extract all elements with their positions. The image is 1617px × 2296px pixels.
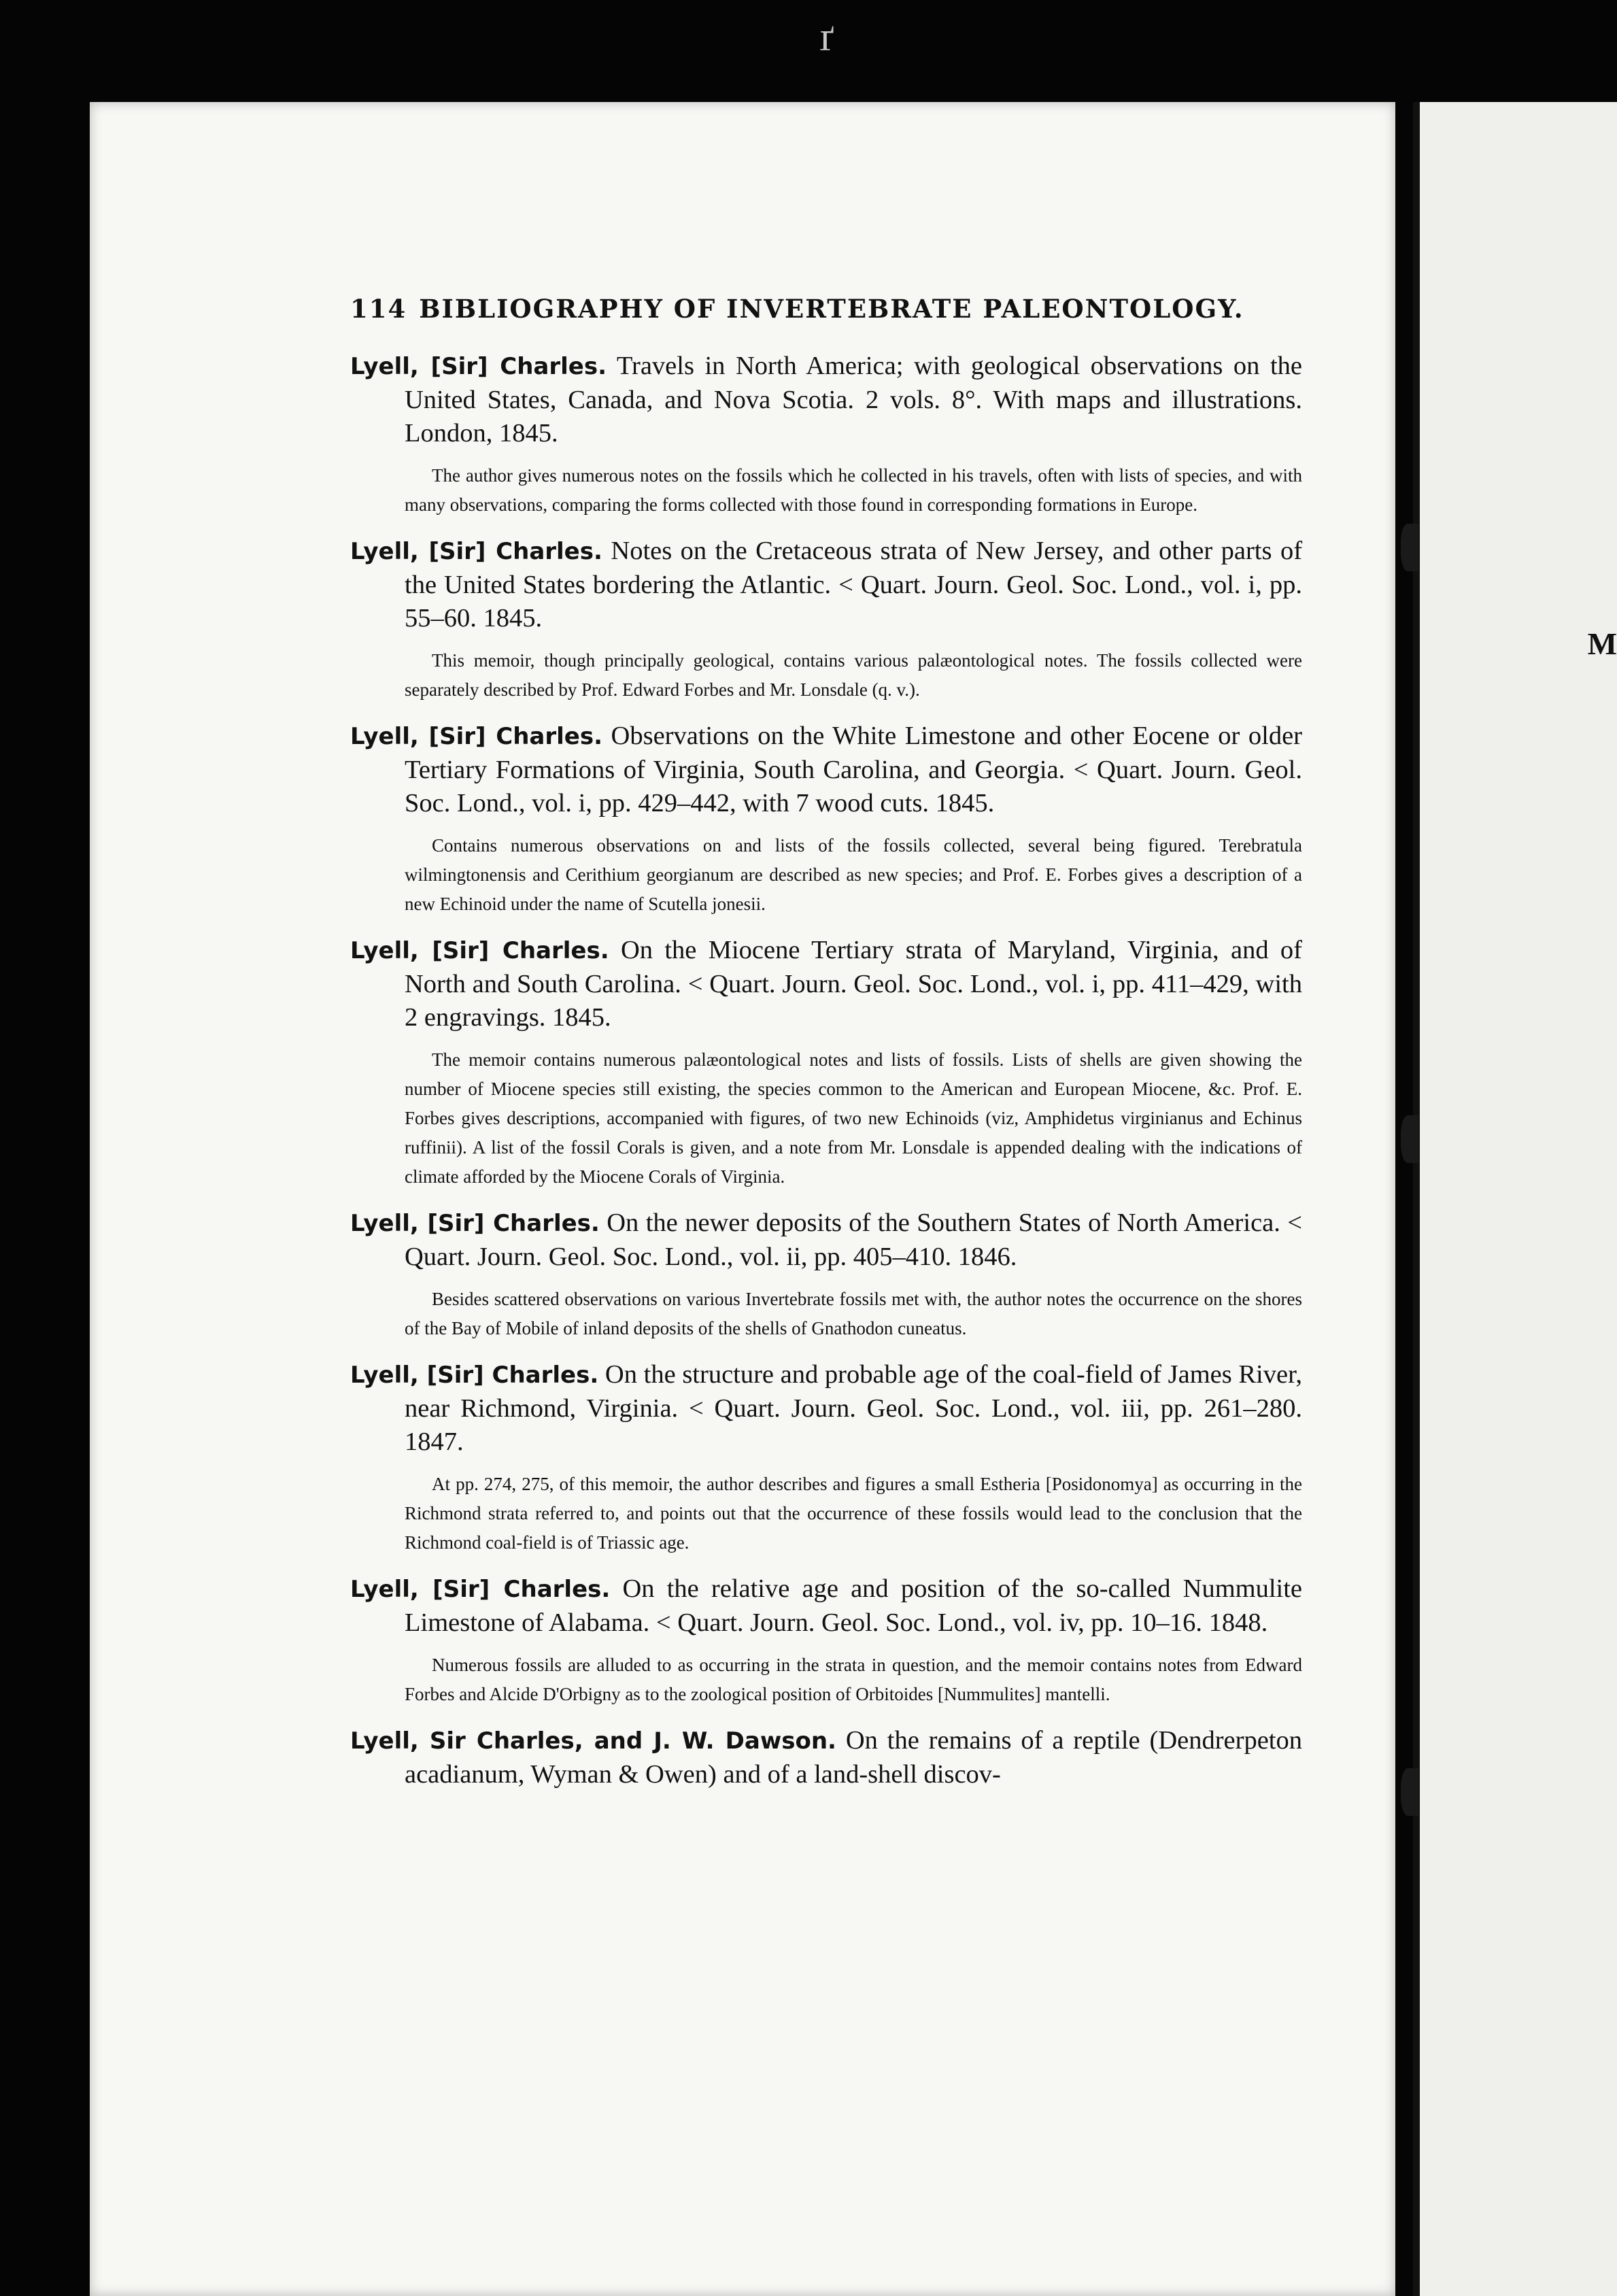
entry-text: [350, 1724, 1302, 1791]
binding-mark-bottom: [1401, 1768, 1418, 1816]
entry-author: Lyell, [Sir] Charles.: [350, 723, 603, 750]
binding-mark-middle: [1401, 1115, 1418, 1163]
entry-note: Contains numerous observations on and lists of the fossils collected, several being figured. Terebratula wilmingtonensis and Cerithium georgianum are described as new species; and Prof. E. Forbes gives a description of a new Echinoid under the name of Scutella jonesii.: [405, 835, 1302, 914]
bibliography-entry: [350, 1724, 1302, 1791]
entry-author: Lyell, [Sir] Charles.: [350, 1362, 599, 1389]
bibliography-entry: [350, 350, 1302, 520]
running-head-title: BIBLIOGRAPHY OF INVERTEBRATE PALEONTOLOGY.: [419, 294, 1244, 324]
entry-author: Lyell, [Sir] Charles.: [350, 1210, 600, 1237]
entry-author: Lyell, [Sir] Charles.: [350, 353, 607, 380]
bibliography-entry: [350, 934, 1302, 1192]
entry-citation: On the relative age and position of the so-called Nummulite Limestone of Alabama. < Quart. Journ. Geol. Soc. Lond., vol. iv, pp. 10–16. 1848.: [405, 1574, 1303, 1637]
entry-note: This memoir, though principally geological, contains various palæontological notes. The fossils collected were separately described by Prof. Edward Forbes and Mr. Lonsdale (q. v.).: [405, 650, 1302, 700]
entry-citation: On the newer deposits of the Southern States of North America. < Quart. Journ. Geol. Soc. Lond., vol. ii, pp. 405–410. 1846.: [405, 1209, 1303, 1271]
entry-citation: Observations on the White Limestone and other Eocene or older Tertiary Formations of Virginia, South Carolina, and Georgia. < Quart. Journ. Geol. Soc. Lond., vol. i, pp. 429–442, with 7 wood cuts. 1845.: [405, 722, 1303, 817]
bibliography-entry: [350, 535, 1302, 705]
entry-text: [350, 535, 1302, 635]
entry-text: [350, 934, 1302, 1034]
scan-mark: ґ: [819, 14, 834, 59]
bibliography-entry: [350, 1206, 1302, 1343]
entry-citation: On the remains of a reptile (Dendrerpeton acadianum, Wyman & Owen) and of a land-shell discov-: [405, 1726, 1302, 1789]
entry-text: [350, 1358, 1302, 1459]
entry-note: Besides scattered observations on various Invertebrate fossils met with, the author notes the occurrence on the shores of the Bay of Mobile of inland deposits of the shells of Gnathodon cuneatus.: [405, 1289, 1302, 1338]
entry-note: The author gives numerous notes on the fossils which he collected in his travels, often with lists of species, and with many observations, comparing the forms collected with those found in corresponding formations in Europe.: [405, 465, 1302, 515]
entry-author: Lyell, [Sir] Charles.: [350, 1576, 611, 1603]
bibliography-entry: [350, 1358, 1302, 1557]
running-head: [350, 294, 1302, 324]
page-number: 114: [350, 294, 407, 324]
facing-page-edge: [1413, 102, 1617, 2296]
entry-note: Numerous fossils are alluded to as occurring in the strata in question, and the memoir contains notes from Edward Forbes and Alcide D'Orbigny as to the zoological position of Orbitoides [Nummulites] mantelli.: [405, 1655, 1302, 1704]
entry-author: Lyell, [Sir] Charles.: [350, 937, 609, 964]
entry-note: At pp. 274, 275, of this memoir, the author describes and figures a small Estheria [Posidonomya] as occurring in the Richmond strata referred to, and points out that the occurrence of these fossils would lead to the conclusion that the Richmond coal-field is of Triassic age.: [405, 1474, 1302, 1553]
entry-citation: On the structure and probable age of the coal-field of James River, near Richmond, Virginia. < Quart. Journ. Geol. Soc. Lond., vol. iii, pp. 261–280. 1847.: [405, 1360, 1302, 1456]
page-content: [350, 294, 1302, 1806]
binding-mark-top: [1401, 524, 1418, 571]
bibliography-entry: [350, 1572, 1302, 1709]
facing-page-letter: M: [1587, 626, 1617, 661]
entry-text: [350, 1206, 1302, 1274]
entry-citation: On the Miocene Tertiary strata of Maryland, Virginia, and of North and South Carolina. < Quart. Journ. Geol. Soc. Lond., vol. i, pp. 411–429, with 2 engravings. 1845.: [405, 936, 1302, 1032]
bibliography-entry: [350, 720, 1302, 919]
bibliography-entries: [350, 350, 1302, 1791]
entry-text: [350, 350, 1302, 450]
entry-citation: Travels in North America; with geological observations on the United States, Canada, and Nova Scotia. 2 vols. 8°. With maps and illustrations. London, 1845.: [405, 352, 1303, 448]
entry-note: The memoir contains numerous palæontological notes and lists of fossils. Lists of shells are given showing the number of Miocene species still existing, the species common to the American and European Miocene, &c. Prof. E. Forbes gives descriptions, accompanied with figures, of two new Echinoids (viz, Amphidetus virginianus and Echinus ruffinii). A list of the fossil Corals is given, and a note from Mr. Lonsdale is appended dealing with the indications of climate afforded by the Miocene Corals of Virginia.: [405, 1049, 1302, 1187]
entry-text: [350, 720, 1302, 820]
entry-citation: Notes on the Cretaceous strata of New Jersey, and other parts of the United States bordering the Atlantic. < Quart. Journ. Geol. Soc. Lond., vol. i, pp. 55–60. 1845.: [405, 537, 1303, 632]
entry-author: Lyell, Sir Charles, and J. W. Dawson.: [350, 1727, 836, 1755]
entry-author: Lyell, [Sir] Charles.: [350, 538, 602, 565]
entry-text: [350, 1572, 1302, 1640]
